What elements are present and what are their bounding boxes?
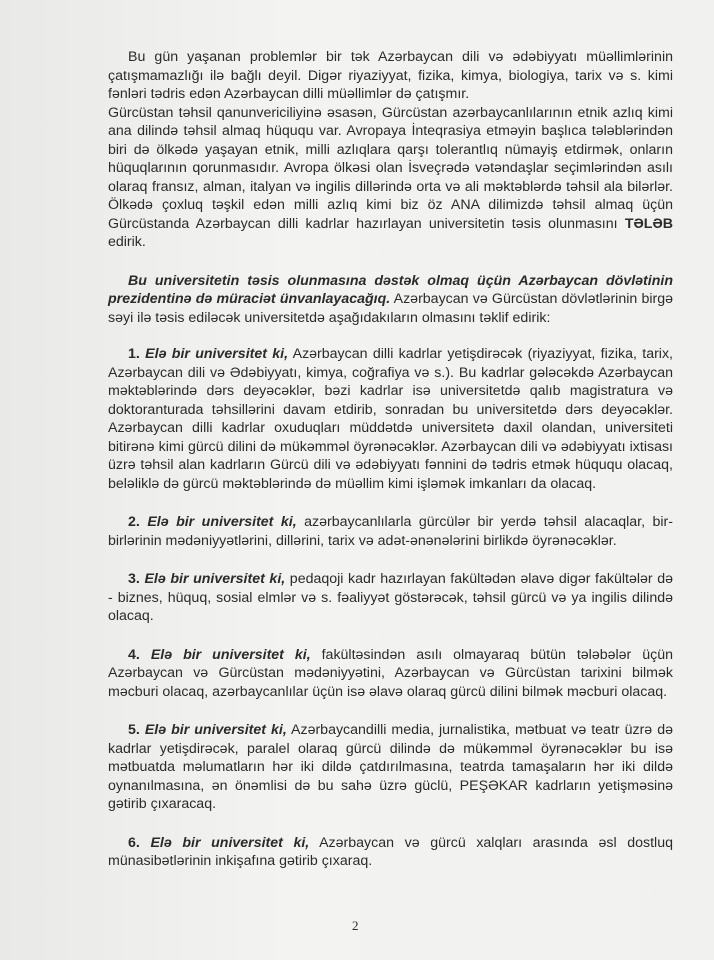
item-text: Azərbaycan dilli kadrlar yetişdirəcək (riyaziyyat, fizika, tarix, Azərbaycan dili və Ədəbiyyatı, kimya, coğrafiya və s.). Bu kadrlar gələcəkdə Azərbaycan məktəblərində dərs deyəcəklər, bəzi kadrlar isə universitetdə qalıb magistratura və doktoranturada təhsillərini davam etdirib, sonradan bu universitetdə dərs deyəcəklər. Azərbaycan dilli kadrlar oxuduqları müddətdə universitetə daxil olandan, universiteti bitirənə kimi gürcü dilini də mükəmməl öyrənəcəklər. Azərbaycan dili və ədəbiyyatı ixtisası üzrə təhsil alan kadrların Gürcü dili və ədəbiyyatı fənnini də tədris etmək hüququ olacaq, beləliklə də gürcü məktəblərində də müəllim kimi işləmək imkanları da olacaq. <box>108 346 673 492</box>
item-number: 4. <box>128 646 140 663</box>
spacer <box>108 701 673 721</box>
item-number: 5. <box>128 722 140 738</box>
list-item <box>108 721 673 814</box>
list-item <box>108 834 673 871</box>
item-heading: Elə bir universitet ki, <box>147 514 297 530</box>
item-heading: Elə bir universitet ki, <box>150 646 311 663</box>
intro-paragraph-1: Bu gün yaşanan problemlər bir tək Azərbaycan dili və ədəbiyyatı müəllimlərinin çatışmamazlığı ilə bağlı deyil. Digər riyaziyyat, fizika, kimya, biologiya, tarix və s. kimi fənləri tədris edən Azərbaycan dilli müəllimlər də çatışmır. <box>108 49 673 102</box>
item-heading: Elə bir universitet ki, <box>144 722 287 738</box>
intro-paragraph-2-text: Gürcüstan təhsil qanunvericiliyinə əsasən, Gürcüstan azərbaycanlılarının etnik azlıq kimi ana dilində təhsil almaq hüququ var. Avropaya İnteqrasiya etməyin başlıca tələblərindən biri də ölkədə yaşayan etnik, milli azlıqlara qarşı tolerantlıq nümayiş etdirmək, onların hüquqlarının qorunmasıdır. Avropa ölkəsi olan İsveçrədə vətəndaşlar seçimlərindən asılı olaraq fransız, alman, italyan və ingilis dillərində orta və ali məktəblərdə təhsil ala bilərlər. Ölkədə çoxluq təşkil edən milli azlıq kimi biz öz ANA dilimizdə təhsil almaq üçün Gürcüstanda Azərbaycan dilli kadrlar hazırlayan universitetin təsis olunmasını <box>108 104 673 232</box>
spacer <box>108 626 673 646</box>
item-number: 1. <box>128 346 140 362</box>
item-heading: Elə bir universitet ki, <box>144 571 286 587</box>
list-item <box>108 646 673 702</box>
item-number: 3. <box>128 571 140 587</box>
spacer <box>108 550 673 570</box>
list-item <box>108 513 673 550</box>
intro-paragraph-2 <box>108 104 673 252</box>
spacer <box>108 252 673 272</box>
demand-word: TƏLƏB <box>624 215 673 232</box>
document-body <box>108 48 673 871</box>
intro-paragraph-2-end: edirik. <box>108 234 146 250</box>
item-number: 6. <box>128 834 140 851</box>
item-text: azərbaycanlılarla gürcülər bir yerdə təhsil alacaqlar, bir-birlərinin mədəniyyətlərini, dillərini, tarix və adət-ənənələrini birlikdə öyrənəcəklər. <box>108 514 673 549</box>
list-item <box>108 345 673 493</box>
item-text: pedaqoji kadr hazırlayan fakültədən əlavə digər fakültələr də - biznes, hüquq, sosial elmlər və s. fəaliyyət göstərəcək, təhsil gürcü və ya ingilis dilində olacaq. <box>108 571 673 624</box>
item-text: fakültəsindən asılı olmayaraq bütün tələbələr üçün Azərbaycan və Gürcüstan mədəniyyətini, Azərbaycan və Gürcüstan tarixini bilmək məcburi olacaq, azərbaycanlılar üçün isə əlavə olaraq gürcü dilini bilmək məcburi olacaq. <box>108 646 673 700</box>
list-item <box>108 570 673 626</box>
appeal-rest-text: Azərbaycan və Gürcüstan dövlətlərinin birgə səyi ilə təsis ediləcək universitetdə aşağıdakıların olmasını təklif edirik: <box>108 291 673 326</box>
item-text: Azərbaycandilli media, jurnalistika, mətbuat və teatr üzrə də kadrlar yetişdirəcək, paralel olaraq gürcü dilində də mükəmməl öyrənəcəklər bu isə mətbuatda məlumatların hər iki dildə çatdırılmasına, teatrda tamaşaların hər iki dildə oynanılmasına, ən önəmlisi də bu sahə üzrə güclü, PEŞƏKAR kadrların yetişməsinə gətirib çıxaracaq. <box>108 722 673 812</box>
page-number: 2 <box>352 918 359 933</box>
item-text: Azərbaycan və gürcü xalqları arasında əsl dostluq münasibətlərinin inkişafına gətirib çıxaraq. <box>108 834 673 869</box>
spacer <box>108 327 673 345</box>
spacer <box>108 814 673 834</box>
item-heading: Elə bir universitet ki, <box>150 834 310 851</box>
appeal-bold-text: Bu universitetin təsis olunmasına dəstək olmaq üçün Azərbaycan dövlətinin prezidentinə də müraciət ünvanlayacağıq. <box>108 272 673 307</box>
appeal-paragraph <box>108 272 673 328</box>
item-heading: Elə bir universitet ki, <box>145 346 289 362</box>
item-number: 2. <box>128 514 140 530</box>
spacer <box>108 493 673 513</box>
